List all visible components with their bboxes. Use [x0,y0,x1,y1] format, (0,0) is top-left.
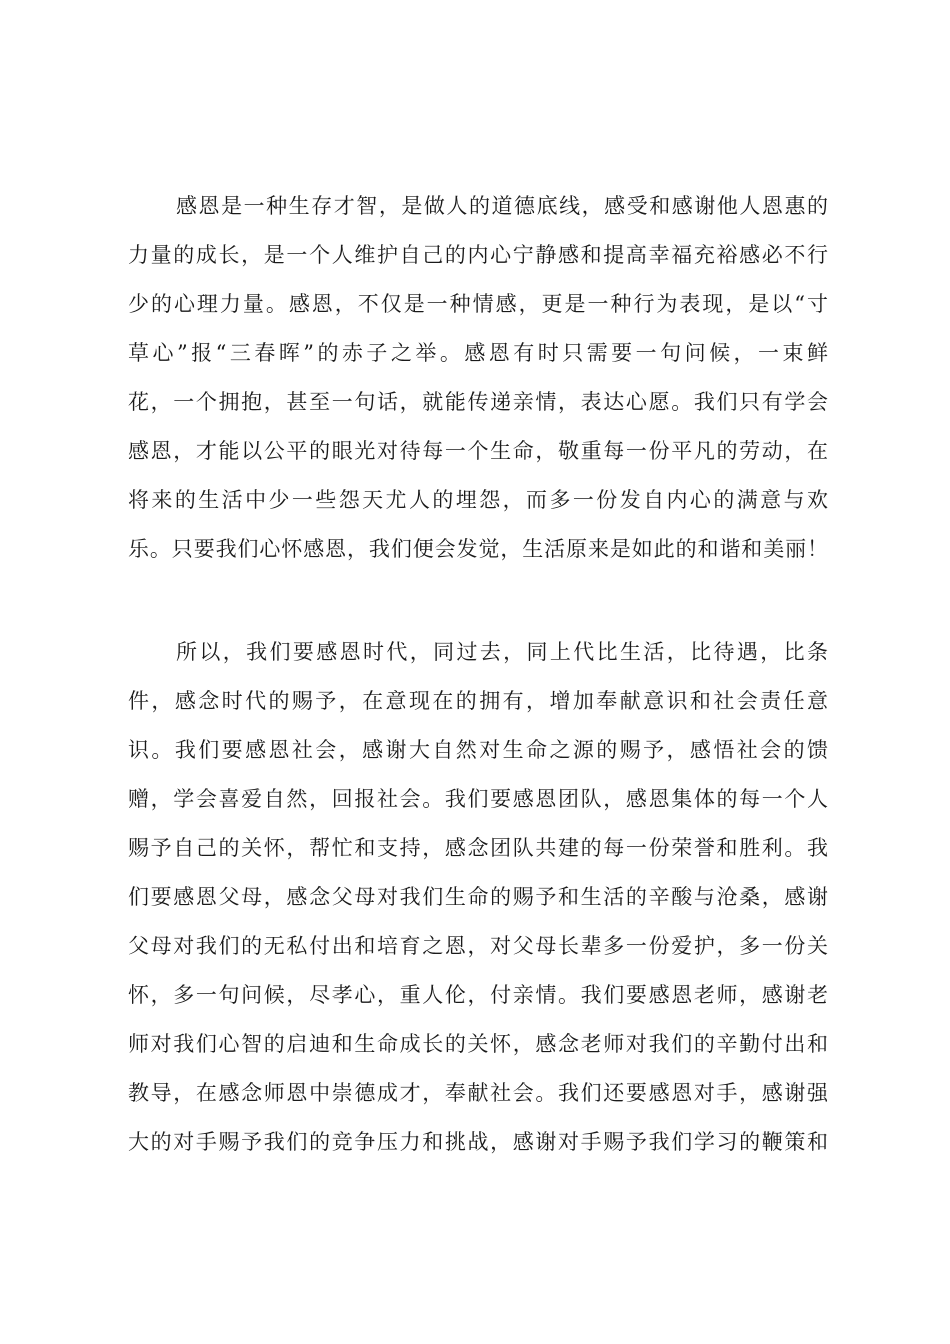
paragraph-2-line: 件，感念时代的赐予，在意现在的拥有，增加奉献意识和社会责任意 [128,689,828,713]
paragraph-1-line: 力量的成长，是一个人维护自己的内心宁静感和提高幸福充裕感必不行 [128,243,828,267]
paragraph-2-line: 识。我们要感恩社会，感谢大自然对生命之源的赐予，感悟社会的馈 [128,738,828,762]
paragraph-2-line: 们要感恩父母，感念父母对我们生命的赐予和生活的辛酸与沧桑，感谢 [128,885,828,909]
paragraph-2-line: 赠，学会喜爱自然，回报社会。我们要感恩团队，感恩集体的每一个人 [128,787,828,811]
paragraph-1-line: 将来的生活中少一些怨天尤人的埋怨，而多一份发自内心的满意与欢 [128,488,828,512]
paragraph-2-line: 父母对我们的无私付出和培育之恩，对父母长辈多一份爱护，多一份关 [128,934,828,958]
paragraph-1-line: 花，一个拥抱，甚至一句话，就能传递亲情，表达心愿。我们只有学会 [128,390,828,414]
paragraph-1-line: 草心”报“三春晖”的赤子之举。感恩有时只需要一句问候，一束鲜 [128,341,828,365]
paragraph-2-line: 怀，多一句问候，尽孝心，重人伦，付亲情。我们要感恩老师，感谢老 [128,983,828,1007]
paragraph-2-line: 师对我们心智的启迪和生命成长的关怀，感念老师对我们的辛勤付出和 [128,1032,828,1056]
paragraph-1-line: 感恩是一种生存才智，是做人的道德底线，感受和感谢他人恩惠的 [176,194,828,218]
paragraph-2-line: 赐予自己的关怀，帮忙和支持，感念团队共建的每一份荣誉和胜利。我 [128,836,828,860]
paragraph-1-line: 乐。只要我们心怀感恩，我们便会发觉，生活原来是如此的和谐和美丽！ [128,537,828,561]
paragraph-2-line: 所以，我们要感恩时代，同过去，同上代比生活，比待遇，比条 [176,640,828,664]
paragraph-1-line: 少的心理力量。感恩，不仅是一种情感，更是一种行为表现，是以“寸 [128,292,828,316]
paragraph-2-line: 教导，在感念师恩中崇德成才，奉献社会。我们还要感恩对手，感谢强 [128,1081,828,1105]
paragraph-1-line: 感恩，才能以公平的眼光对待每一个生命，敬重每一份平凡的劳动，在 [128,439,828,463]
paragraph-2-line: 大的对手赐予我们的竞争压力和挑战，感谢对手赐予我们学习的鞭策和 [128,1130,828,1154]
